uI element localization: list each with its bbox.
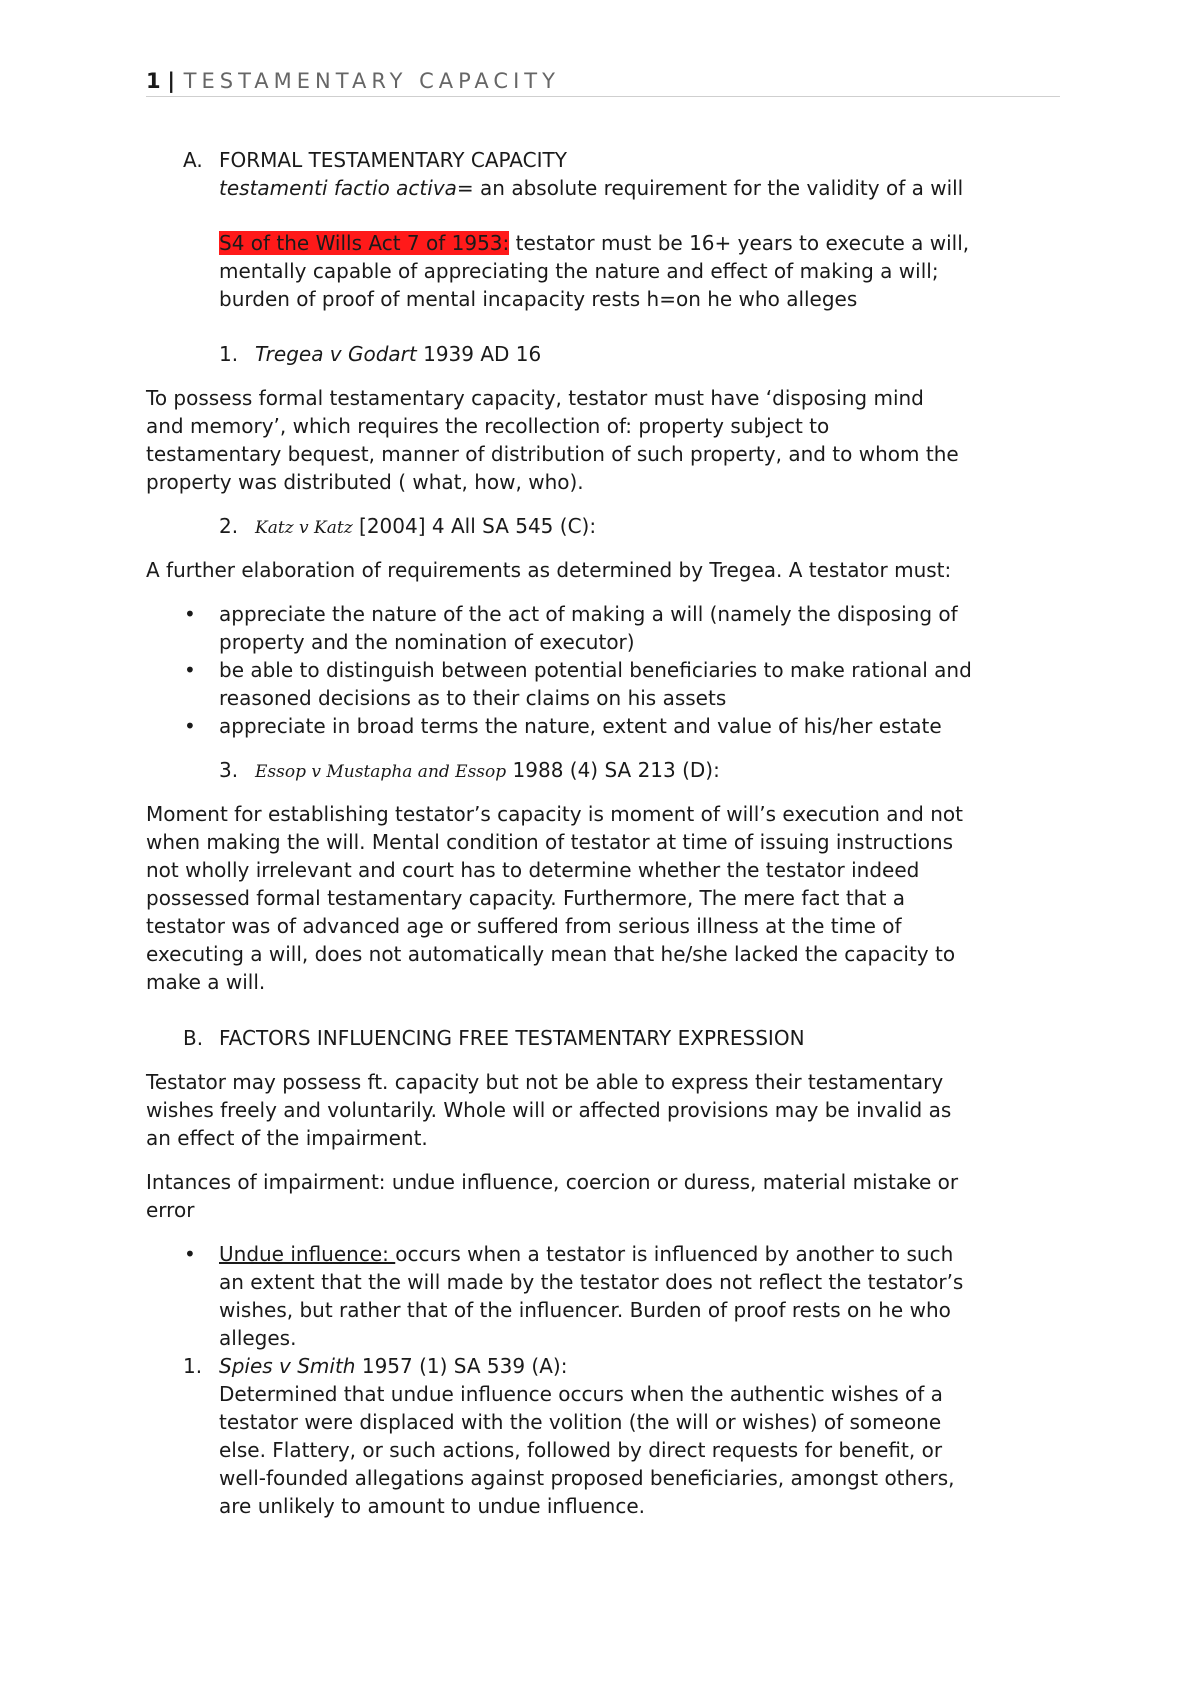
latin-term-line	[146, 174, 1060, 202]
list-item: • be able to distinguish between potential beneficiaries to make rational and	[184, 658, 972, 682]
list-item-continued: an extent that the will made by the testator does not reflect the testator’s	[219, 1270, 964, 1294]
paragraph-line: error	[146, 1198, 195, 1222]
page-header	[146, 66, 1060, 97]
paragraph-line: are unlikely to amount to undue influence.	[219, 1494, 646, 1518]
case-name: Katz v Katz	[255, 518, 353, 538]
list-item-continued: wishes, but rather that of the influencer. Burden of proof rests on he who	[219, 1298, 951, 1322]
bullet-icon: •	[184, 658, 196, 682]
bullet-icon: •	[184, 602, 196, 626]
statute-line-2: mentally capable of appreciating the nature and effect of making a will;	[219, 259, 939, 283]
paragraph-line: testator were displaced with the volition (the will or wishes) of someone	[219, 1410, 942, 1434]
section-b-heading: B. FACTORS INFLUENCING FREE TESTAMENTARY EXPRESSION	[183, 1026, 805, 1050]
case-name: Tregea v Godart	[255, 342, 417, 366]
latin-term: testamenti factio activa	[219, 176, 457, 200]
paragraph-line: A further elaboration of requirements as determined by Tregea. A testator must:	[146, 558, 952, 582]
page-number: 1	[146, 69, 161, 93]
header-title: TESTAMENTARY CAPACITY	[183, 69, 560, 93]
paragraph-line: possessed formal testamentary capacity. Furthermore, The mere fact that a	[146, 886, 906, 910]
section-a-heading: A. FORMAL TESTAMENTARY CAPACITY	[183, 148, 567, 172]
paragraph-line: make a will.	[146, 970, 266, 994]
latin-definition: = an absolute requirement for the validity of a will	[456, 176, 964, 200]
paragraph-line: when making the will. Mental condition of testator at time of issuing instructions	[146, 830, 954, 854]
paragraph-line: wishes freely and voluntarily. Whole will or affected provisions may be invalid as	[146, 1098, 952, 1122]
paragraph-line: an effect of the impairment.	[146, 1126, 428, 1150]
bullet-icon: •	[184, 714, 196, 738]
list-item-continued: reasoned decisions as to their claims on his assets	[219, 686, 727, 710]
paragraph-line: To possess formal testamentary capacity, testator must have ‘disposing mind	[146, 386, 924, 410]
paragraph-line: else. Flattery, or such actions, followed by direct requests for benefit, or	[219, 1438, 943, 1462]
case-heading-tregea: 1. Tregea v Godart 1939 AD 16	[219, 342, 542, 366]
document-page	[146, 66, 1060, 1518]
list-item: • appreciate the nature of the act of making a will (namely the disposing of	[184, 602, 958, 626]
statute-line-1: S4 of the Wills Act 7 of 1953: testator must be 16+ years to execute a will,	[219, 231, 970, 255]
paragraph-line: and memory’, which requires the recollection of: property subject to	[146, 414, 830, 438]
list-item-continued: alleges.	[219, 1326, 297, 1350]
statute-line-3: burden of proof of mental incapacity rests h=on he who alleges	[219, 287, 858, 311]
section-a-letter: A.	[183, 148, 203, 172]
paragraph-line: Determined that undue influence occurs when the authentic wishes of a	[219, 1382, 943, 1406]
paragraph-line: not wholly irrelevant and court has to determine whether the testator indeed	[146, 858, 920, 882]
paragraph-line: property was distributed ( what, how, who).	[146, 470, 584, 494]
undue-influence-label: Undue influence:	[219, 1242, 396, 1266]
header-separator: |	[167, 69, 175, 93]
case-name: Spies v Smith	[219, 1354, 356, 1378]
bullet-icon: •	[184, 1242, 196, 1266]
case-heading-essop: 3. Essop v Mustapha and Essop 1988 (4) SA 213 (D):	[219, 758, 720, 782]
list-item-continued: property and the nomination of executor)	[219, 630, 635, 654]
list-item: • appreciate in broad terms the nature, extent and value of his/her estate	[184, 714, 942, 738]
paragraph-line: executing a will, does not automatically mean that he/she lacked the capacity to	[146, 942, 956, 966]
case-heading-spies: 1. Spies v Smith 1957 (1) SA 539 (A):	[183, 1354, 568, 1378]
list-item: • Undue influence: occurs when a testator is influenced by another to such	[184, 1242, 954, 1266]
paragraph-line: testator was of advanced age or suffered from serious illness at the time of	[146, 914, 902, 938]
paragraph-line: Intances of impairment: undue influence, coercion or duress, material mistake or	[146, 1170, 959, 1194]
paragraph-line: testamentary bequest, manner of distribution of such property, and to whom the	[146, 442, 959, 466]
case-name: Essop v Mustapha and Essop	[255, 762, 507, 782]
statute-reference: S4 of the Wills Act 7 of 1953:	[219, 231, 510, 255]
paragraph-line: Testator may possess ft. capacity but not be able to express their testamentary	[146, 1070, 944, 1094]
paragraph-line: well-founded allegations against proposed beneficiaries, amongst others,	[219, 1466, 955, 1490]
case-heading-katz: 2. Katz v Katz [2004] 4 All SA 545 (C):	[219, 514, 597, 538]
section-b-letter: B.	[183, 1026, 204, 1050]
paragraph-line: Moment for establishing testator’s capacity is moment of will’s execution and not	[146, 802, 963, 826]
